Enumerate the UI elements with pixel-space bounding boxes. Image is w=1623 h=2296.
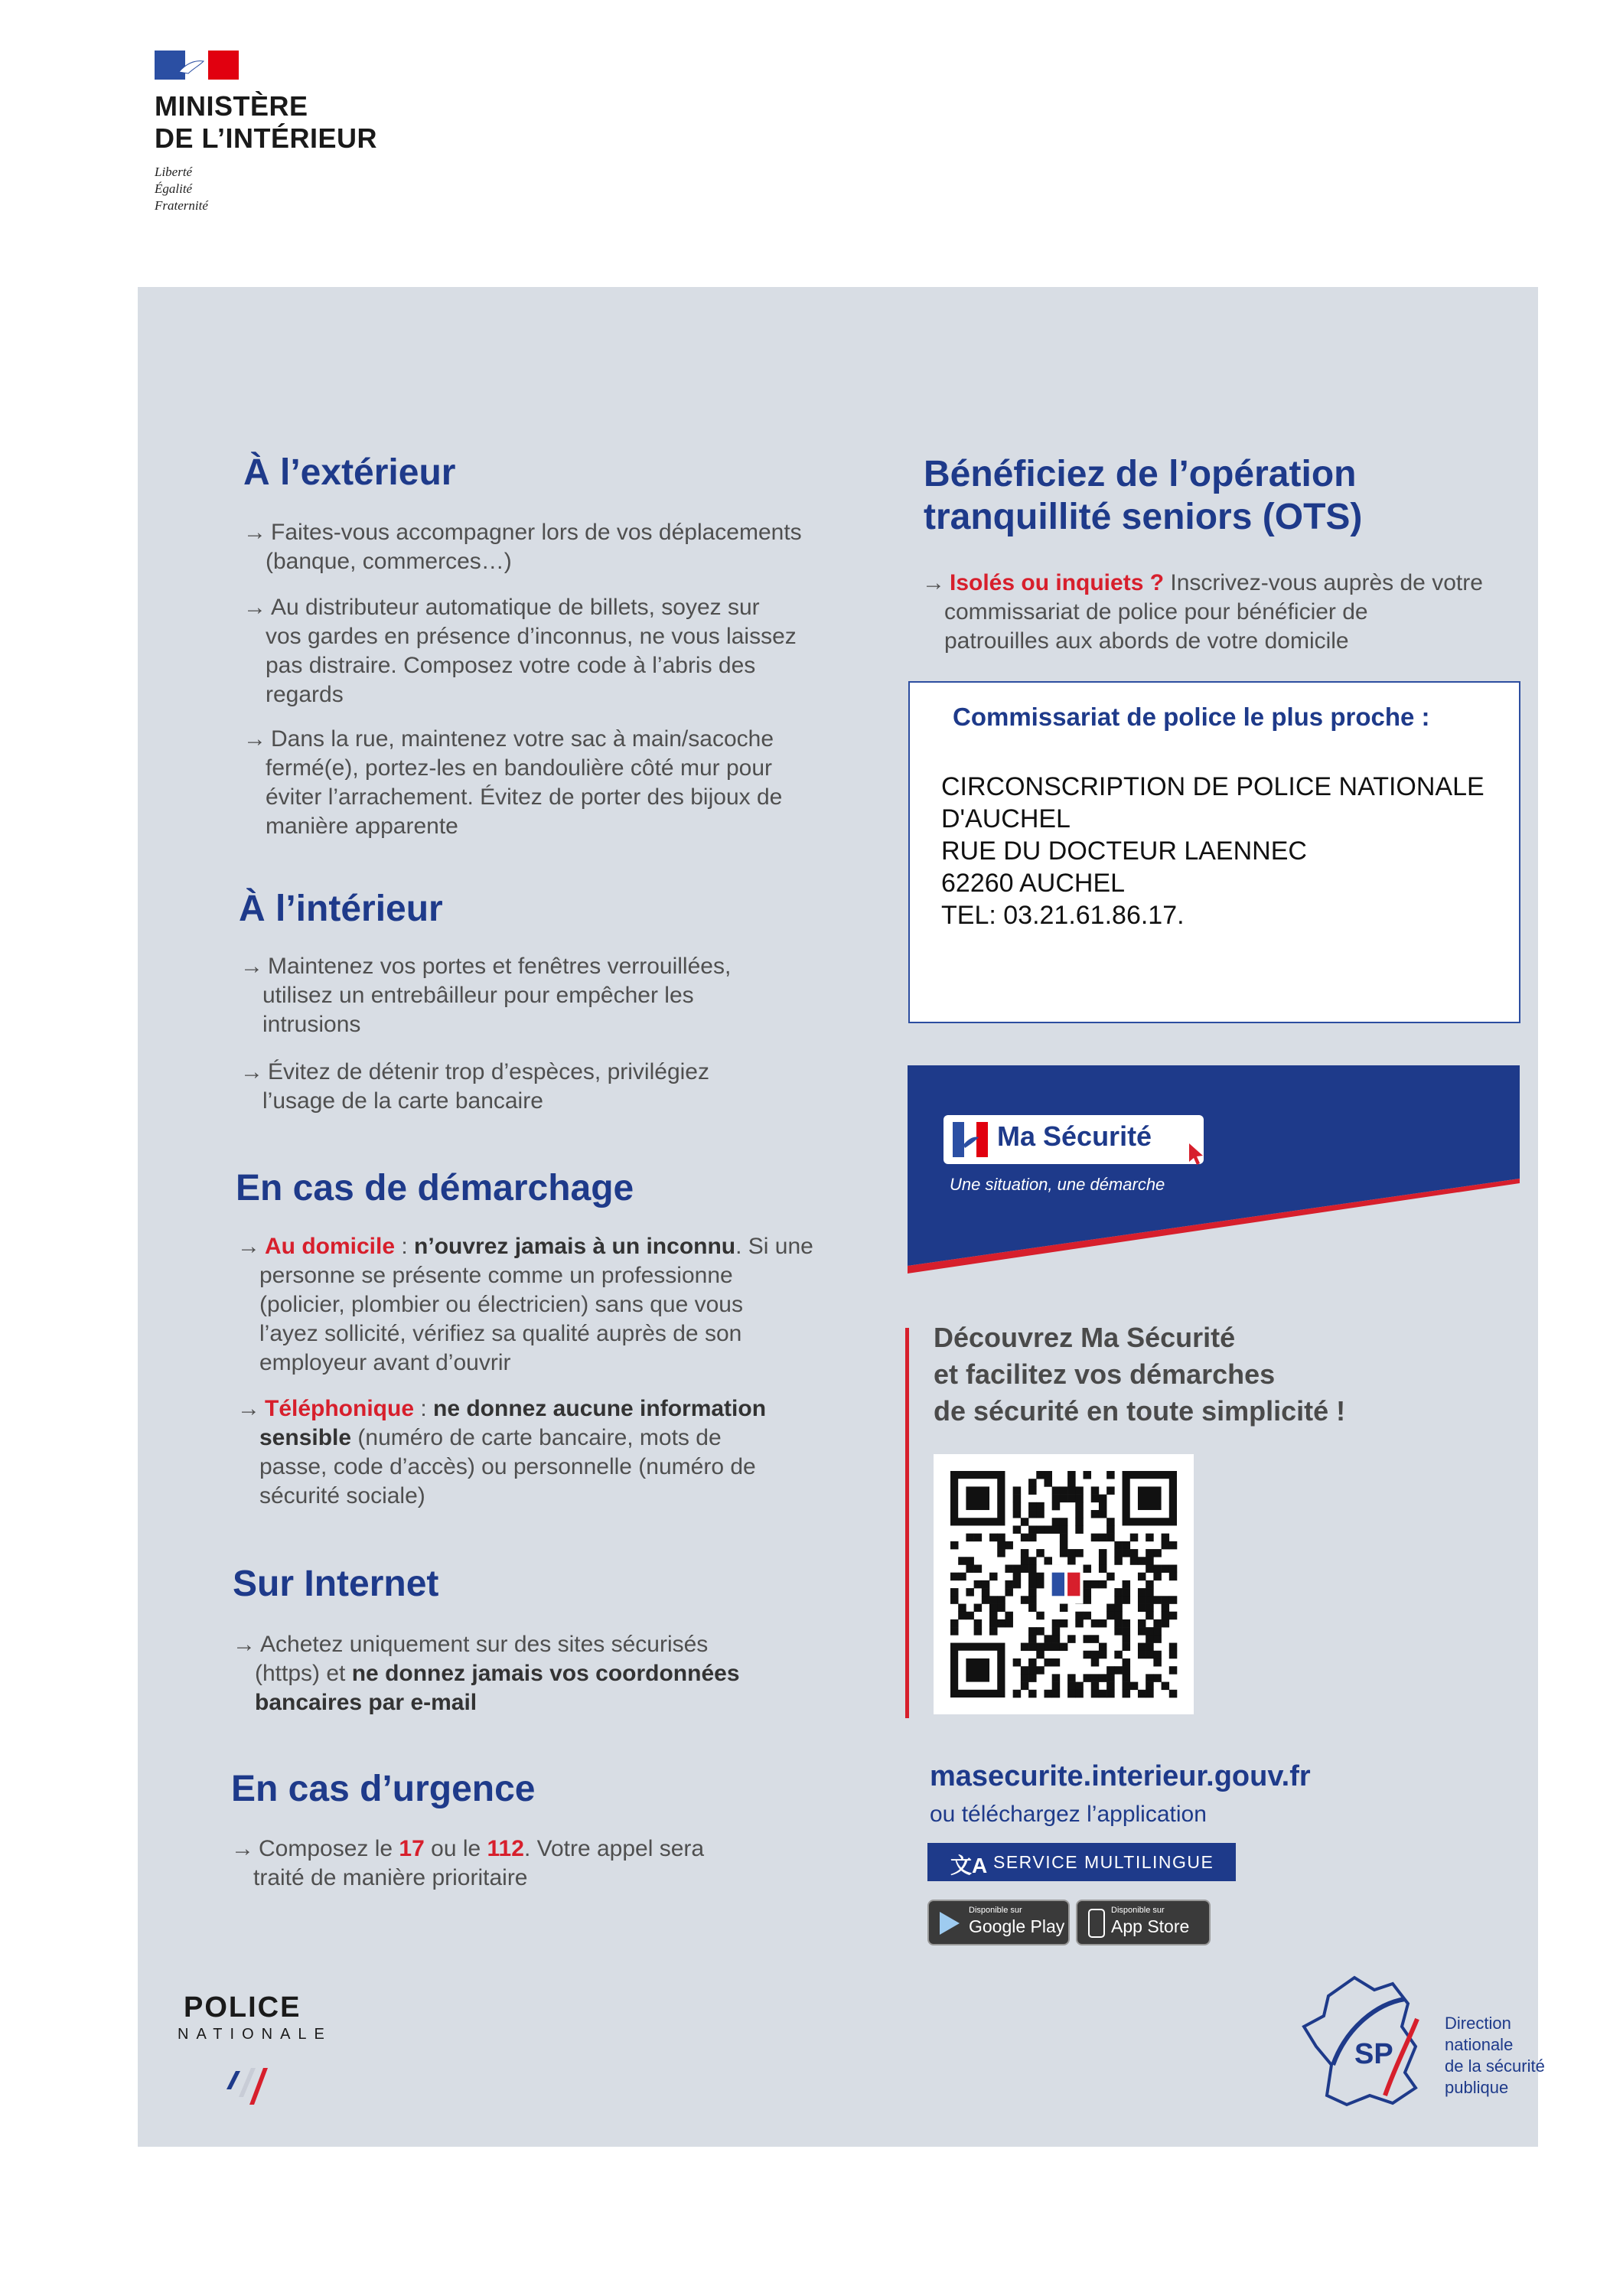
police-logo-title: POLICE — [184, 1991, 301, 2024]
republic-motto: Liberté Égalité Fraternité — [155, 165, 208, 213]
marianne-icon — [953, 1122, 988, 1157]
internet-title: Sur Internet — [233, 1564, 439, 1604]
police-logo-subtitle: NATIONALE — [178, 2026, 332, 2043]
dnsp-label: Direction nationale de la sécurité publique — [1445, 2014, 1545, 2097]
interior-item-2: → Évitez de détenir trop d’espèces, privilégiez l’usage de la carte bancaire — [240, 1059, 709, 1114]
cursor-icon — [1185, 1139, 1207, 1166]
commissariat-address: CIRCONSCRIPTION DE POLICE NATIONALE D'AUCHEL RUE DU DOCTEUR LAENNEC 62260 AUCHEL TEL: 03.21.61.86.17. — [941, 772, 1484, 930]
qr-code-image — [934, 1454, 1194, 1714]
ma-securite-label: Ma Sécurité — [997, 1120, 1152, 1152]
emergency-title: En cas d’urgence — [231, 1769, 536, 1809]
police-tricolor-icon — [220, 2054, 274, 2108]
interior-title: À l’intérieur — [239, 889, 443, 929]
emergency-item: → Composez le 17 ou le 112. Votre appel sera traité de manière prioritaire — [231, 1836, 705, 1890]
dnsp-initials: SP — [1354, 2038, 1393, 2070]
google-play-icon — [938, 1910, 961, 1936]
website-link[interactable]: masecurite.interieur.gouv.fr — [930, 1760, 1311, 1792]
canvassing-home: → Au domicile : n’ouvrez jamais à un inconnu. Si une personne se présente comme un professionne (policier, plombier ou électricien) sans que vous l’ayez sollicité, vérifiez sa qualité auprès de son employeur avant d’ouvrir — [237, 1234, 813, 1375]
interior-item-1: → Maintenez vos portes et fenêtres verrouillées, utilisez un entrebâilleur pour empêcher les intrusions — [240, 954, 732, 1037]
ministry-name: MINISTÈRE DE L’INTÉRIEUR — [155, 90, 378, 154]
ma-securite-tagline: Une situation, une démarche — [950, 1175, 1165, 1194]
google-play-button[interactable]: Disponible sur Google Play — [927, 1900, 1070, 1945]
exterior-item-2: → Au distributeur automatique de billets, soyez sur vos gardes en présence d’inconnus, ne vous laissez pas distraire. Composez votre code à l’abris des regards — [243, 595, 797, 707]
exterior-title: À l’extérieur — [243, 452, 456, 493]
translate-icon: 文A — [950, 1854, 988, 1877]
canvassing-title: En cas de démarchage — [236, 1168, 634, 1208]
ots-text: → Isolés ou inquiets ? Inscrivez-vous auprès de votre commissariat de police pour bénéficier de patrouilles aux abords de votre domicile — [922, 570, 1483, 654]
dnsp-france-map-logo — [1301, 1973, 1431, 2109]
ots-title: Bénéficiez de l’opération tranquillité seniors (OTS) — [924, 454, 1363, 537]
multilingual-service-badge[interactable]: 文A SERVICE MULTILINGUE — [927, 1843, 1236, 1881]
marianne-flag-logo — [155, 51, 239, 80]
ma-securite-banner — [908, 1065, 1520, 1274]
app-store-button[interactable]: Disponible sur App Store — [1076, 1900, 1211, 1945]
discover-text: Découvrez Ma Sécurité et facilitez vos démarches de sécurité en toute simplicité ! — [934, 1322, 1346, 1427]
apple-phone-icon — [1088, 1909, 1105, 1938]
qr-code[interactable] — [934, 1454, 1194, 1714]
exterior-item-3: → Dans la rue, maintenez votre sac à main/sacoche fermé(e), portez-les en bandoulière côté mur pour éviter l’arrachement. Évitez de porter des bijoux de manière apparente — [243, 726, 783, 839]
exterior-item-1: → Faites-vous accompagner lors de vos déplacements (banque, commerces…) — [243, 520, 802, 574]
internet-item: → Achetez uniquement sur des sites sécurisés (https) et ne donnez jamais vos coordonnées bancaires par e-mail — [233, 1632, 740, 1715]
canvassing-phone: → Téléphonique : ne donnez aucune information sensible (numéro de carte bancaire, mots de passe, code d’accès) ou personnelle (numéro de sécurité sociale) — [237, 1396, 767, 1508]
download-text: ou téléchargez l’application — [930, 1802, 1207, 1827]
red-accent-bar — [905, 1328, 909, 1718]
commissariat-title: Commissariat de police le plus proche : — [953, 703, 1430, 731]
